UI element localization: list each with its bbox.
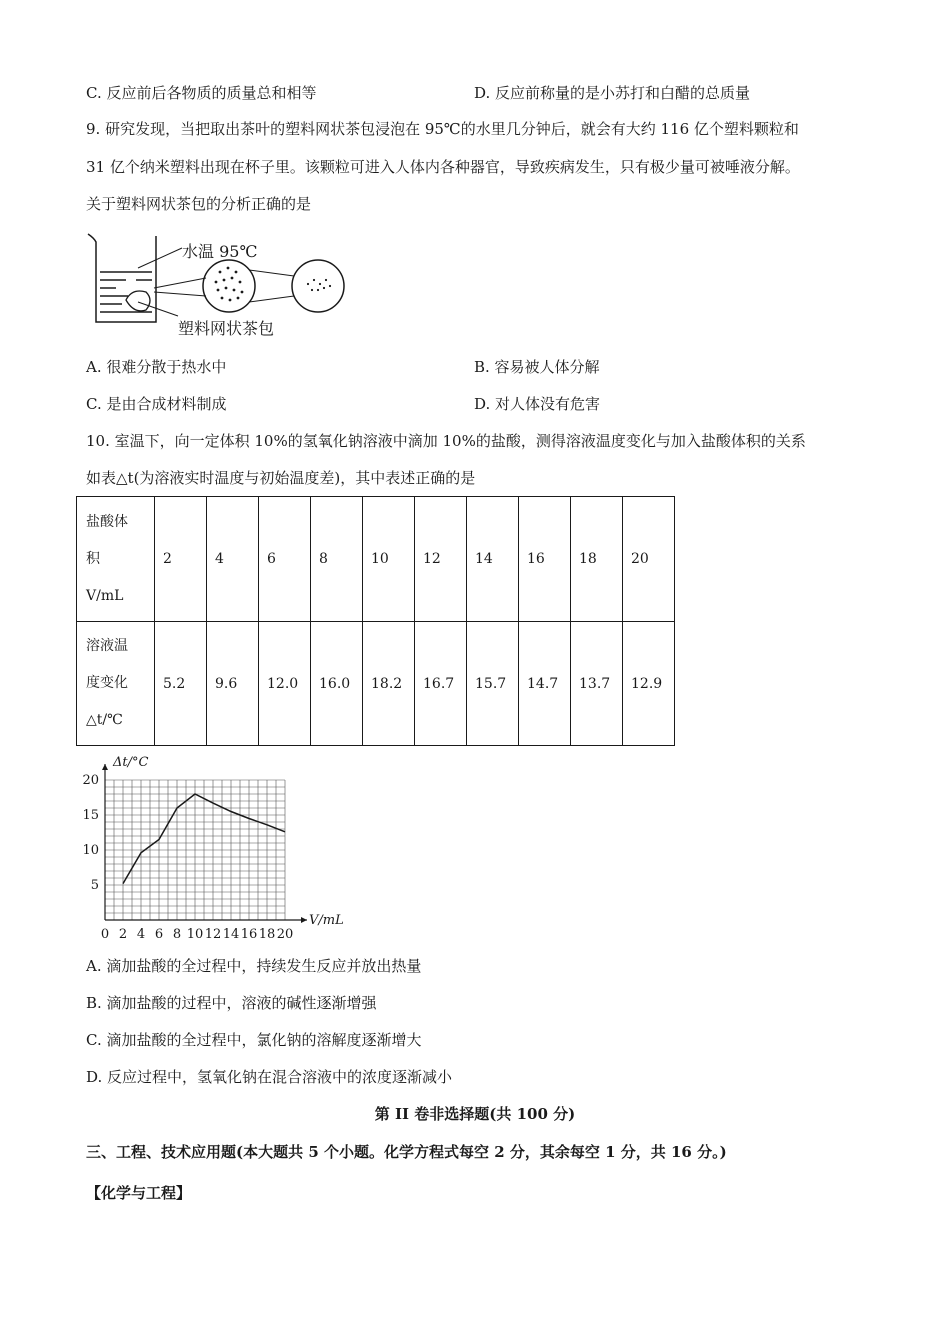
- q9-option-c: C. 是由合成材料制成: [86, 395, 227, 413]
- x-tick-label: 18: [258, 927, 276, 942]
- q9-stem-line1: 9. 研究发现，当把取出茶叶的塑料网状茶包浸泡在 95℃的水里几分钟后，就会有大约 116 亿个塑料颗粒和: [86, 120, 799, 138]
- table-cell: 2: [155, 497, 207, 622]
- table-cell: 16: [519, 497, 571, 622]
- q10-stem-line2: 如表△t(为溶液实时温度与初始温度差)，其中表述正确的是: [86, 469, 476, 487]
- table-cell: 4: [207, 497, 259, 622]
- table-cell: 12.0: [259, 622, 311, 746]
- q10-option-d: D. 反应过程中，氢氧化钠在混合溶液中的浓度逐渐减小: [86, 1068, 453, 1086]
- data-table: [76, 496, 675, 746]
- q10-option-a: A. 滴加盐酸的全过程中，持续发生反应并放出热量: [86, 957, 422, 975]
- q9-option-a: A. 很难分散于热水中: [86, 358, 227, 376]
- table-cell: 9.6: [207, 622, 259, 746]
- part3-heading: 三、工程、技术应用题(本大题共 5 个小题。化学方程式每空 2 分，其余每空 1 分，共 16 分。): [86, 1143, 727, 1161]
- y-tick-label: 5: [90, 878, 99, 893]
- q10-option-c: C. 滴加盐酸的全过程中，氯化钠的溶解度逐渐增大: [86, 1031, 422, 1049]
- q9-option-d: D. 对人体没有危害: [474, 395, 601, 413]
- y-tick-label: 10: [82, 843, 99, 858]
- table-cell: 12.9: [623, 622, 675, 746]
- table-cell: 10: [363, 497, 415, 622]
- table-cell: 13.7: [571, 622, 623, 746]
- table-cell: 12: [415, 497, 467, 622]
- tea-bag-icon: [126, 291, 150, 311]
- q10-stem-line1: 10. 室温下，向一定体积 10%的氢氧化钠溶液中滴加 10%的盐酸，测得溶液温度变化与加入盐酸体积的关系: [86, 432, 806, 450]
- table-row-volume: [77, 497, 675, 622]
- q9-stem-line2: 31 亿个纳米塑料出现在杯子里。该颗粒可进入人体内各种器官，导致疾病发生，只有极少量可被唾液分解。: [86, 158, 800, 176]
- temperature-chart: [80, 752, 380, 944]
- label-water-temp: 水温 95℃: [182, 242, 258, 261]
- particles-dots: [215, 267, 244, 302]
- table-cell: 16.7: [415, 622, 467, 746]
- table-cell: 16.0: [311, 622, 363, 746]
- x-tick-label: 12: [204, 927, 222, 942]
- x-tick-label: 10: [186, 927, 204, 942]
- chem-engineering-heading: 【化学与工程】: [86, 1184, 192, 1202]
- x-tick-label: 4: [136, 927, 146, 942]
- x-tick-label: 16: [240, 927, 258, 942]
- x-axis-arrow-icon: [301, 917, 307, 923]
- table-cell: 8: [311, 497, 363, 622]
- x-axis-label: V/mL: [309, 913, 344, 928]
- y-tick-label: 20: [82, 773, 99, 788]
- table-cell: 14.7: [519, 622, 571, 746]
- table-row-temperature: [77, 622, 675, 746]
- table-cell: 18: [571, 497, 623, 622]
- q9-stem-line3: 关于塑料网状茶包的分析正确的是: [86, 195, 312, 213]
- x-tick-label: 0: [100, 927, 110, 942]
- x-tick-label: 8: [172, 927, 182, 942]
- table-cell: 14: [467, 497, 519, 622]
- nanoparticles-dots: [307, 279, 331, 291]
- x-tick-label: 2: [118, 927, 128, 942]
- x-tick-label: 14: [222, 927, 240, 942]
- q10-option-b: B. 滴加盐酸的过程中，溶液的碱性逐渐增强: [86, 994, 377, 1012]
- label-tea-bag: 塑料网状茶包: [178, 319, 275, 338]
- q9-option-b: B. 容易被人体分解: [474, 358, 600, 376]
- table-cell: 5.2: [155, 622, 207, 746]
- magnified-circle-2: [292, 260, 344, 312]
- table-cell: 18.2: [363, 622, 415, 746]
- table-cell: 15.7: [467, 622, 519, 746]
- y-axis-arrow-icon: [102, 764, 108, 770]
- q8-option-d: D. 反应前称量的是小苏打和白醋的总质量: [474, 84, 751, 102]
- y-axis-label: Δt/°C: [113, 755, 149, 770]
- q8-option-c: C. 反应前后各物质的质量总和相等: [86, 84, 317, 102]
- table-cell: 6: [259, 497, 311, 622]
- table-cell: 20: [623, 497, 675, 622]
- table-head-temperature: 溶液温 度变化 △t/℃: [77, 622, 155, 746]
- x-tick-label: 20: [276, 927, 294, 942]
- section-title: 第 II 卷非选择题(共 100 分): [374, 1105, 576, 1123]
- y-tick-label: 15: [82, 808, 99, 823]
- table-head-volume: 盐酸体 积 V/mL: [77, 497, 155, 622]
- x-tick-label: 6: [154, 927, 164, 942]
